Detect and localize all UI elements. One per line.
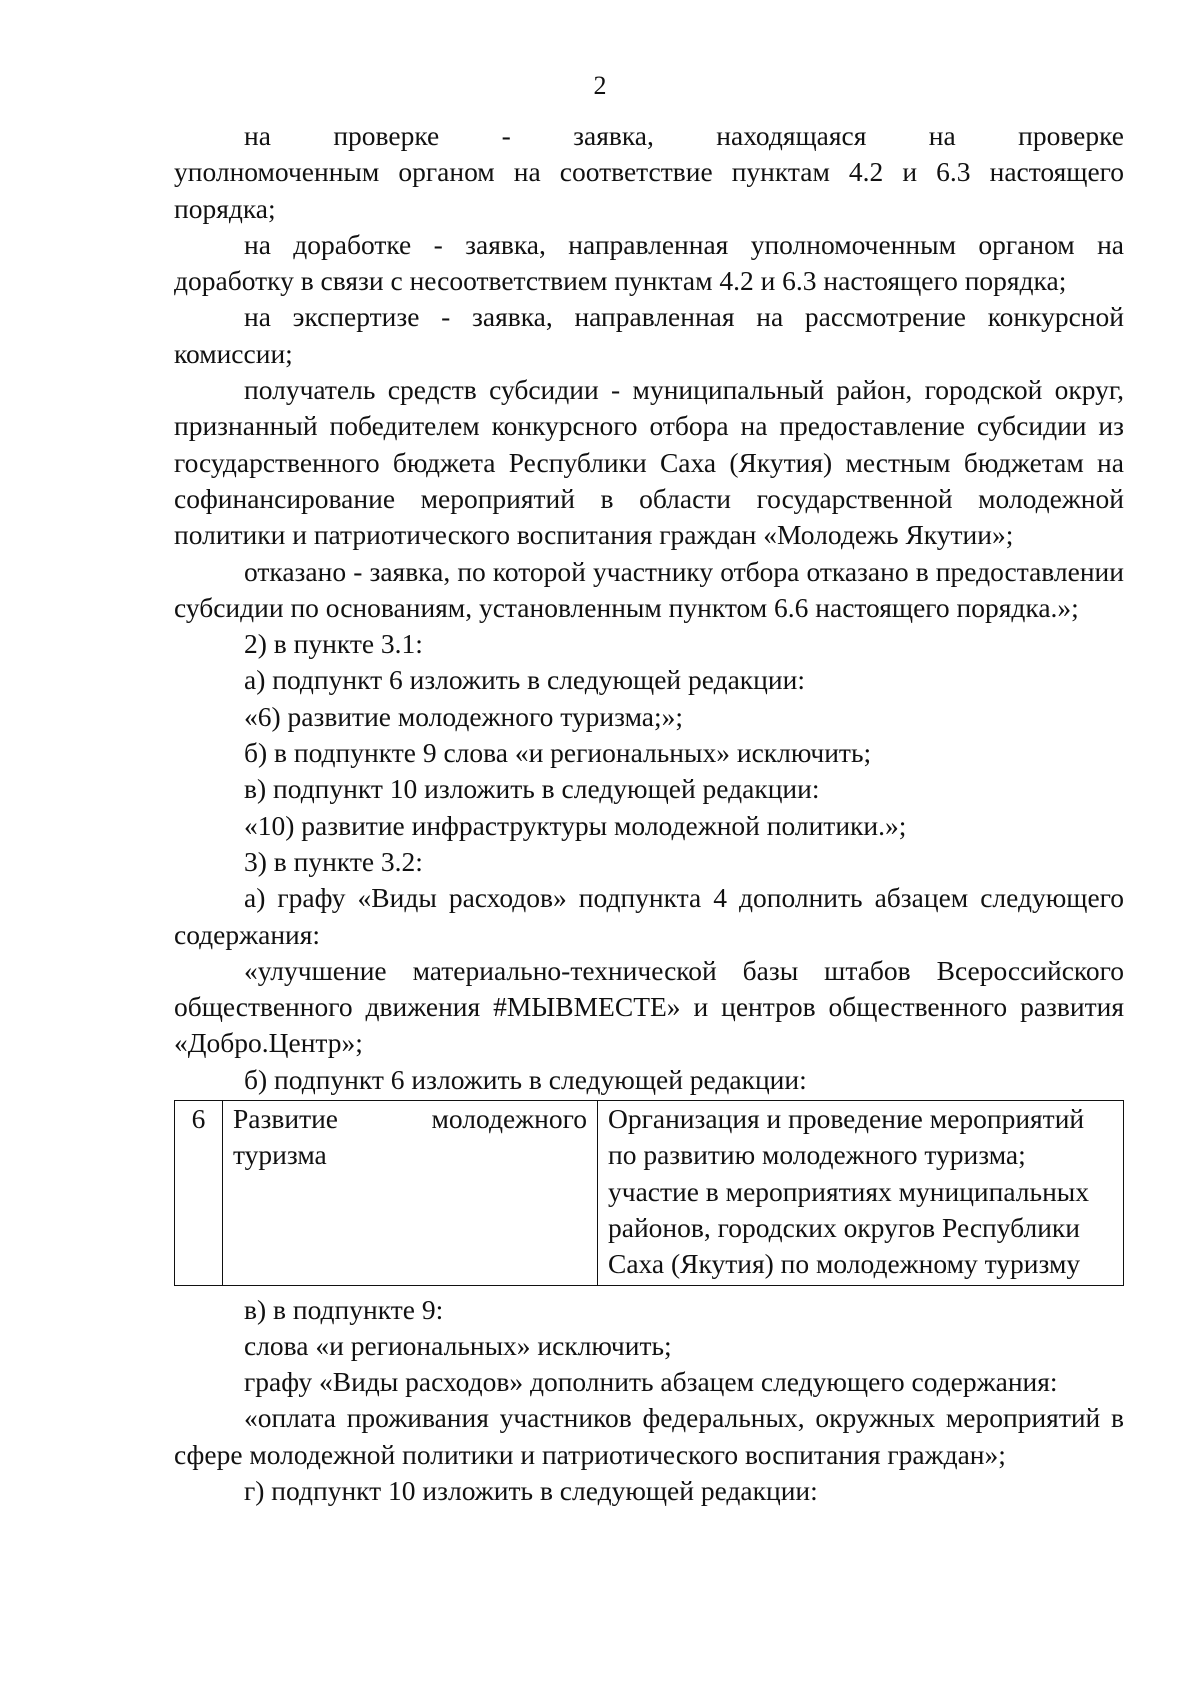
paragraph-item-2a-text: «6) развитие молодежного туризма;»;: [244, 700, 684, 732]
paragraph-item-3: 3) в пункте 3.2:: [244, 845, 423, 877]
paragraph-on-review-line1: на проверке - заявка, находящаяся на проверке: [244, 120, 1124, 151]
paragraph-item-2: 2) в пункте 3.1:: [244, 628, 423, 660]
amendment-table: [174, 1100, 1124, 1285]
paragraph-refused: отказано - заявка, по которой участнику отбора отказано в предоставлении субсидии по основаниям, установленным пунктом 6.6 настоящего порядка.»;: [174, 555, 1124, 623]
table-cell-description: Организация и проведение мероприятий по развитию молодежного туризма; участие в мероприятиях муниципальных районов, городских округов Республики Саха (Якутия) по молодежному туризму: [598, 1101, 1124, 1285]
paragraph-item-3v: в) в подпункте 9:: [244, 1293, 444, 1325]
paragraph-on-revision: на доработке - заявка, направленная уполномоченным органом на доработку в связи с несоответствием пунктам 4.2 и 6.3 настоящего порядка;: [174, 228, 1124, 297]
paragraph-item-3v-words: слова «и региональных» исключить;: [244, 1329, 672, 1361]
paragraph-subsidy-recipient: получатель средств субсидии - муниципальный район, городской округ, признанный победителем конкурсного отбора на предоставление субсидии из государственного бюджета Республики Саха (Якутия) местным бюджетам на софинансирование мероприятий в области государственной молодежной политики и патриотического воспитания граждан «Молодежь Якутии»;: [174, 374, 1124, 551]
paragraph-item-2a: а) подпункт 6 изложить в следующей редакции:: [244, 664, 805, 696]
paragraph-item-3g: г) подпункт 10 изложить в следующей редакции:: [244, 1474, 818, 1506]
table-cell-name-word: молодежного: [431, 1103, 587, 1135]
paragraph-item-2b: б) в подпункте 9 слова «и региональных» исключить;: [244, 737, 872, 769]
paragraph-item-3a: а) графу «Виды расходов» подпункта 4 дополнить абзацем следующего содержания:: [174, 882, 1124, 950]
paragraph-on-review-line2: уполномоченным органом на соответствие пунктам 4.2 и 6.3 настоящего порядка;: [174, 156, 1124, 224]
paragraph-item-3v-column: графу «Виды расходов» дополнить абзацем следующего содержания:: [244, 1366, 1058, 1398]
table-cell-name-line: [233, 1101, 587, 1137]
table-cell-name-word: Развитие: [233, 1103, 339, 1135]
paragraph-on-expertise: на экспертизе - заявка, направленная на рассмотрение конкурсной комиссии;: [174, 301, 1124, 369]
page-number: 2: [593, 71, 607, 100]
paragraph-item-3v-text: «оплата проживания участников федеральных, окружных мероприятий в сфере молодежной политики и патриотического воспитания граждан»;: [174, 1402, 1124, 1470]
table-cell-name: [223, 1101, 598, 1285]
document-body: [174, 118, 1124, 1509]
paragraph-item-3a-text: «улучшение материально-технической базы штабов Всероссийского общественного движения #МЫВМЕСТЕ» и центров общественного развития «Добро.Центр»;: [174, 954, 1124, 1059]
table-cell-name-word: туризма: [233, 1139, 327, 1171]
table-cell-number: 6: [175, 1101, 223, 1285]
table-row: [175, 1101, 1124, 1285]
paragraph-item-2v-text: «10) развитие инфраструктуры молодежной политики.»;: [244, 809, 907, 841]
paragraph-item-2v: в) подпункт 10 изложить в следующей редакции:: [244, 773, 820, 805]
paragraph-item-3b: б) подпункт 6 изложить в следующей редакции:: [244, 1063, 807, 1095]
